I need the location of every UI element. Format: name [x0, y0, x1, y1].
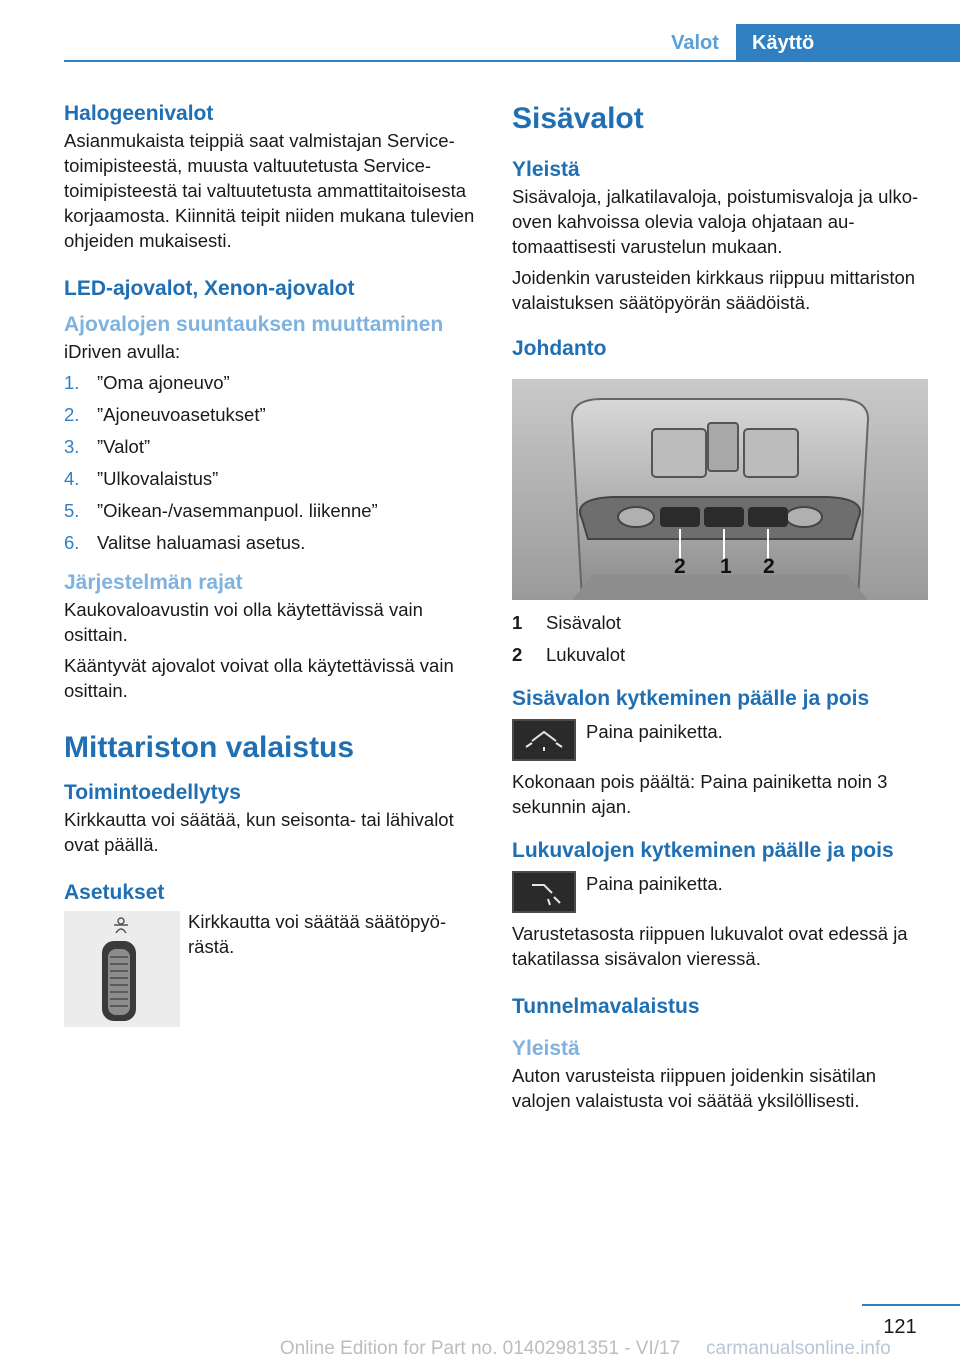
change-heading: Ajovalojen suuntauksen muuttaminen: [64, 313, 444, 336]
ambient-text: Auton varusteista riippuen joidenkin sisätilan valojen valaistusta voi säätää yksilöllisesti.: [512, 1065, 877, 1111]
list-item: 6. Valitse haluamasi asetus.: [64, 532, 306, 553]
led-heading: LED-ajovalot, Xenon-ajovalot: [64, 277, 355, 300]
list-item: 2. ”Ajoneuvoasetukset”: [64, 404, 266, 425]
right-column: [512, 100, 932, 1119]
thumbwheel-image: [64, 911, 180, 1027]
footer-rule: [862, 1304, 960, 1306]
intro-heading: Johdanto: [512, 337, 607, 360]
list-item: 3. ”Valot”: [64, 436, 151, 457]
legend-item: 1 Sisävalot: [512, 612, 622, 633]
figure-label-1: 1: [720, 555, 732, 578]
edition-text: Online Edition for Part no. 01402981351 - VI/17: [279, 1338, 681, 1359]
settings-text: Kirkkautta voi säätää säätöpyörästä.: [188, 911, 447, 957]
roof-console-figure: [512, 379, 928, 600]
ambient-heading: Tunnelmavalaistus: [512, 995, 700, 1018]
thumbwheel-icon: [64, 911, 180, 1027]
limits-text-1: Kaukovaloavustin voi olla käytettävissä vain osittain.: [64, 599, 423, 645]
interior-button-row: [512, 719, 932, 761]
steps-list: [64, 370, 482, 555]
general-text-1: Sisävaloja, jalkatilavaloja, poistumisvaloja ja ulko-oven kahvoissa olevia valoja ohjataan automaattisesti varustelun mukaan.: [512, 186, 919, 257]
limits-text-2: Kääntyvät ajovalot voivat olla käytettävissä vain osittain.: [64, 655, 454, 701]
ambient-general-heading: Yleistä: [512, 1037, 580, 1060]
halogen-heading: Halogeenivalot: [64, 102, 214, 125]
page-number: 121: [883, 1316, 917, 1338]
list-item: 5. ”Oikean-/vasemmanpuol. liikenne”: [64, 500, 378, 521]
interior-press-text: Paina painiketta.: [586, 721, 723, 742]
figure-legend: [512, 610, 932, 667]
requirement-heading: Toimintoedellytys: [64, 781, 241, 804]
legend-item: 2 Lukuvalot: [512, 644, 626, 665]
interior-light-button-icon: [512, 719, 576, 761]
list-item: 4. ”Ulkovalaistus”: [64, 468, 219, 489]
settings-row: [64, 911, 482, 1027]
idrive-text: iDriven avulla:: [64, 341, 181, 362]
header-rule: [64, 60, 960, 62]
watermark-text: carmanualsonline.info: [706, 1338, 891, 1359]
reading-text: Varustetasosta riippuen lukuvalot ovat edessä ja takatilassa sisävalon vieressä.: [512, 923, 908, 969]
interior-off-text: Kokonaan pois päältä: Paina painiketta noin 3 sekunnin ajan.: [512, 771, 888, 817]
list-item: 1. ”Oma ajoneuvo”: [64, 372, 230, 393]
reading-button-row: [512, 871, 932, 913]
limits-heading: Järjestelmän rajat: [64, 571, 243, 594]
halogen-text: Asianmukaista teippiä saat valmistajan Service-toimipisteestä, muusta valtuutetusta Service-toimipisteestä tai valtuutetusta ammattitaitoisesta korjaamosta. Kiinnitä teipit niiden mukana tulevien ohjeiden mukaisesti.: [64, 130, 475, 251]
section-tab-valot: Valot: [671, 32, 719, 54]
general-heading: Yleistä: [512, 158, 580, 181]
settings-heading: Asetukset: [64, 881, 165, 904]
instrument-lighting-heading: Mittariston valaistus: [64, 731, 355, 764]
chapter-tab-kaytto: Käyttö: [736, 24, 960, 62]
figure-label-2-right: 2: [763, 555, 775, 578]
interior-lights-heading: Sisävalot: [512, 102, 644, 135]
figure-label-2-left: 2: [674, 555, 686, 578]
interior-switch-heading: Sisävalon kytkeminen päälle ja pois: [512, 687, 870, 710]
reading-light-button-icon: [512, 871, 576, 913]
reading-press-text: Paina painiketta.: [586, 873, 723, 894]
reading-switch-heading: Lukuvalojen kytkeminen päälle ja pois: [512, 839, 894, 862]
general-text-2: Joidenkin varusteiden kirkkaus riippuu mittariston valaistuksen säätöpyörän säädöistä.: [512, 267, 916, 313]
left-column: [64, 100, 482, 1027]
requirement-text: Kirkkautta voi säätää, kun seisonta- tai lähivalot ovat päällä.: [64, 809, 454, 855]
